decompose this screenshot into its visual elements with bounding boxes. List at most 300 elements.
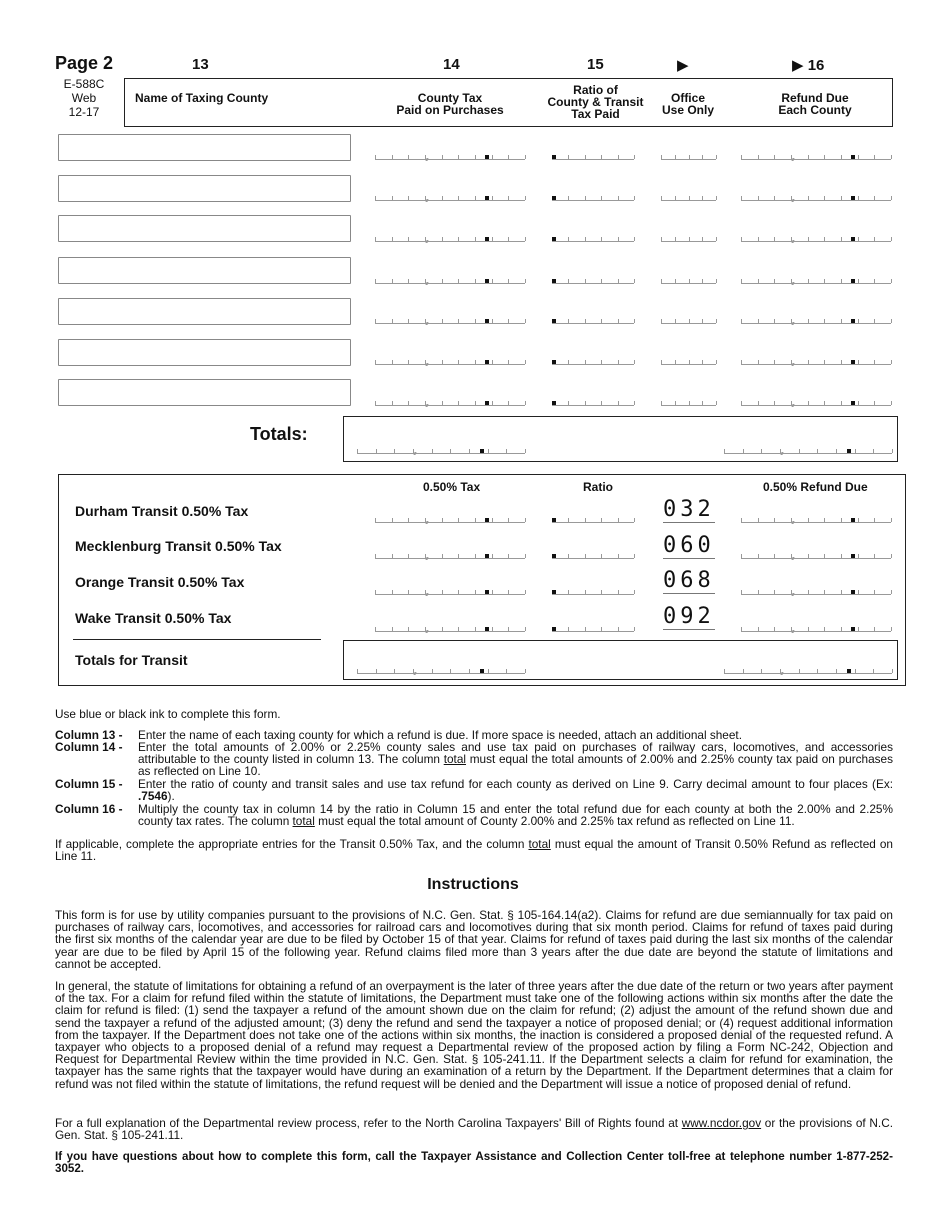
digit-tick [808, 237, 809, 241]
digit-tick [492, 279, 493, 283]
digit-tick [458, 627, 459, 631]
digit-tick [689, 319, 690, 323]
digit-tick [475, 360, 476, 364]
ratio-field[interactable] [552, 152, 634, 160]
thousands-separator [425, 158, 428, 161]
refund-due-field[interactable] [741, 398, 891, 406]
digit-tick [458, 401, 459, 405]
digit-tick [450, 449, 451, 453]
transit-tax-field[interactable] [375, 587, 525, 595]
digit-tick [799, 449, 800, 453]
digit-tick [891, 155, 892, 159]
header-office-line1: Office [670, 91, 705, 105]
county-name-field[interactable] [58, 134, 351, 161]
decimal-point [485, 554, 489, 558]
office-use-field [661, 193, 716, 201]
digit-tick [601, 155, 602, 159]
digit-tick [841, 319, 842, 323]
digit-tick [408, 196, 409, 200]
transit-refund-field[interactable] [741, 587, 891, 595]
digit-tick [568, 518, 569, 522]
digit-tick [716, 401, 717, 405]
county-tax-field[interactable] [375, 316, 525, 324]
decimal-point [851, 237, 855, 241]
county-name-field[interactable] [58, 257, 351, 284]
digit-tick [375, 237, 376, 241]
county-name-field[interactable] [58, 298, 351, 325]
digit-tick [585, 155, 586, 159]
applicable-part1: If applicable, complete the appropriate entries for the Transit 0.50% Tax, and the column [55, 837, 529, 851]
header-ratio-line3: Tax Paid [571, 107, 620, 121]
transit-applicable-note [55, 838, 893, 862]
digit-tick [741, 401, 742, 405]
digit-tick [375, 590, 376, 594]
digit-tick [408, 279, 409, 283]
digit-tick [408, 237, 409, 241]
digit-tick [394, 449, 395, 453]
digit-tick [634, 627, 635, 631]
digit-tick [858, 590, 859, 594]
decimal-point [552, 360, 556, 364]
digit-tick [675, 401, 676, 405]
digit-tick [702, 237, 703, 241]
instructions-paragraph-2: In general, the statute of limitations for obtaining a refund of an overpayment is the later of three years after the due date of the return or two years after payment of the tax. For a claim for refund filed within the statute of limitations, the Department must take one of the following actions within six months after the date the claim for refund is filed: (1) send the taxpayer a refund of the amount shown due on the claim for refund; (2) adjust the amount of the refund shown due and send the taxpayer a refund of the adjusted amount; (3) deny the refund and send the taxpayer a notice of proposed denial; or (4) request additional information from the taxpayer. If the Department does not take one of the actions within six months, the inaction is considered a proposed denial of the requested refund. A taxpayer who objects to a proposed denial of a refund may request a Departmental review of the proposed action by filing a Form NC-242, Objection and Request for Departmental Review within the time provided in N.C. Gen. Stat. § 105-241.11. If the Department selects a claim for refund for examination, the taxpayer has the same rights that the taxpayer would have during an examination of a return by the Department. If the Department determines that a claim for refund was not filed within the statute of limitations, the refund request will be denied and the Department will issue a notice of proposed denial of refund. [55, 979, 893, 1091]
thousands-separator [791, 404, 794, 407]
header-refund-line2: Each County [778, 103, 852, 117]
decimal-point [851, 319, 855, 323]
form-id [60, 77, 108, 119]
digit-tick [689, 155, 690, 159]
digit-tick [442, 590, 443, 594]
county-tax-field[interactable] [375, 234, 525, 242]
county-name-field[interactable] [58, 215, 351, 242]
digit-tick [891, 360, 892, 364]
digit-tick [836, 669, 837, 673]
refund-due-field[interactable] [741, 316, 891, 324]
digit-tick [568, 279, 569, 283]
applicable-underline: total [528, 837, 551, 851]
thousands-separator [791, 240, 794, 243]
header-office-use [655, 92, 721, 116]
digit-tick [585, 518, 586, 522]
digit-tick [392, 279, 393, 283]
county-tax-field[interactable] [375, 398, 525, 406]
total-county-tax-field[interactable] [357, 446, 525, 454]
decimal-point [552, 196, 556, 200]
digit-tick [469, 449, 470, 453]
digit-tick [761, 449, 762, 453]
decimal-point [552, 155, 556, 159]
digit-tick [758, 360, 759, 364]
transit-total-refund-field[interactable] [724, 666, 892, 674]
thousands-separator [425, 404, 428, 407]
decimal-point [851, 627, 855, 631]
decimal-point [485, 319, 489, 323]
digit-tick [392, 237, 393, 241]
digit-tick [675, 360, 676, 364]
digit-tick [568, 401, 569, 405]
decimal-point [552, 401, 556, 405]
digit-tick [442, 554, 443, 558]
header-name-of-taxing-county: Name of Taxing County [135, 91, 269, 105]
county-name-field[interactable] [58, 339, 351, 366]
digit-tick [661, 196, 662, 200]
digit-tick [634, 319, 635, 323]
decimal-point [851, 155, 855, 159]
column-16-note-part2: must equal the total amount of County 2.00% and 2.25% tax refund as reflected on Line 11. [314, 814, 795, 829]
digit-tick [525, 669, 526, 673]
digit-tick [841, 360, 842, 364]
digit-tick [392, 196, 393, 200]
digit-tick [689, 196, 690, 200]
total-refund-due-field[interactable] [724, 446, 892, 454]
digit-tick [601, 360, 602, 364]
digit-tick [442, 279, 443, 283]
transit-refund-field[interactable] [741, 551, 891, 559]
digit-tick [585, 401, 586, 405]
refund-due-field[interactable] [741, 193, 891, 201]
transit-total-tax-field[interactable] [357, 666, 525, 674]
digit-tick [525, 590, 526, 594]
digit-tick [716, 237, 717, 241]
decimal-point [485, 279, 489, 283]
decimal-point [851, 590, 855, 594]
digit-tick [716, 319, 717, 323]
digit-tick [758, 279, 759, 283]
transit-orange-label: Orange Transit 0.50% Tax [75, 574, 245, 590]
page-label: Page 2 [55, 53, 114, 73]
ncdor-link[interactable]: www.ncdor.gov [681, 1116, 762, 1130]
instructions-paragraph-1: This form is for use by utility companies pursuant to the provisions of N.C. Gen. Stat. § 105-164.14(a2). Claims for refund are due semiannually for tax paid on purchases of railway cars, locomotives, and accessories for railroad cars and locomotives during that six month period. Claims for refund of taxes paid during the first six months of the calendar year are due to be filed by October 15 of that year. Claims for refund of taxes paid during the last six months of the calendar year are due to be filed by April 15 of the following year. Refund claims filed more than 3 years after the due date are beyond the statute of limitations and cannot be accepted. [55, 908, 893, 971]
thousands-separator [425, 282, 428, 285]
digit-tick [858, 627, 859, 631]
transit-tax-field[interactable] [375, 624, 525, 632]
digit-tick [702, 196, 703, 200]
header-county-tax [385, 92, 515, 116]
county-tax-field[interactable] [375, 152, 525, 160]
digit-tick [568, 155, 569, 159]
digit-tick [525, 279, 526, 283]
digit-tick [508, 319, 509, 323]
digit-tick [450, 669, 451, 673]
decimal-point [480, 449, 484, 453]
digit-tick [618, 196, 619, 200]
column-14-note-underline: total [443, 752, 467, 767]
refund-due-field[interactable] [741, 276, 891, 284]
refund-due-field[interactable] [741, 234, 891, 242]
digit-tick [892, 449, 893, 453]
column-14-note-key: Column 14 - [55, 740, 123, 754]
column-16-note-underline: total [292, 814, 315, 829]
digit-tick [741, 155, 742, 159]
digit-tick [458, 319, 459, 323]
digit-tick [661, 237, 662, 241]
column-13-note-text: Enter the name of each taxing county for which a refund is due. If more space is needed, attach an additional sheet. [138, 728, 742, 742]
header-county-tax-line1: County Tax [417, 91, 483, 105]
ratio-field[interactable] [552, 276, 634, 284]
digit-tick [808, 401, 809, 405]
transit-ratio-field[interactable] [552, 515, 634, 523]
digit-tick [808, 518, 809, 522]
digit-tick [618, 155, 619, 159]
decimal-point [485, 590, 489, 594]
digit-tick [774, 590, 775, 594]
digit-tick [702, 279, 703, 283]
digit-tick [508, 196, 509, 200]
digit-tick [774, 319, 775, 323]
digit-tick [508, 401, 509, 405]
digit-tick [375, 196, 376, 200]
transit-wake-code: 092 [663, 604, 715, 629]
digit-tick [855, 449, 856, 453]
digit-tick [392, 518, 393, 522]
thousands-separator [425, 240, 428, 243]
transit-tax-field[interactable] [375, 515, 525, 523]
column-15-note-text [138, 778, 893, 802]
ratio-field[interactable] [552, 193, 634, 201]
transit-wake-label: Wake Transit 0.50% Tax [75, 610, 232, 626]
transit-ratio-field[interactable] [552, 551, 634, 559]
digit-tick [525, 554, 526, 558]
digit-tick [774, 554, 775, 558]
ratio-field[interactable] [552, 234, 634, 242]
digit-tick [408, 554, 409, 558]
digit-tick [408, 360, 409, 364]
digit-tick [891, 518, 892, 522]
digit-tick [408, 401, 409, 405]
decimal-point [552, 627, 556, 631]
refund-due-field[interactable] [741, 152, 891, 160]
digit-tick [774, 627, 775, 631]
ratio-field[interactable] [552, 398, 634, 406]
digit-tick [824, 237, 825, 241]
digit-tick [661, 279, 662, 283]
digit-tick [408, 590, 409, 594]
decimal-point [851, 401, 855, 405]
digit-tick [508, 554, 509, 558]
digit-tick [891, 196, 892, 200]
digit-tick [841, 196, 842, 200]
digit-tick [442, 627, 443, 631]
transit-tax-field[interactable] [375, 551, 525, 559]
digit-tick [758, 401, 759, 405]
column-16-note-key: Column 16 - [55, 802, 123, 816]
digit-tick [634, 279, 635, 283]
county-name-field[interactable] [58, 175, 351, 202]
decimal-point [851, 554, 855, 558]
digit-tick [492, 196, 493, 200]
digit-tick [508, 360, 509, 364]
digit-tick [874, 155, 875, 159]
digit-tick [634, 360, 635, 364]
digit-tick [824, 319, 825, 323]
digit-tick [492, 155, 493, 159]
digit-tick [375, 319, 376, 323]
header-refund-line1: Refund Due [781, 91, 849, 105]
digit-tick [492, 401, 493, 405]
digit-tick [858, 518, 859, 522]
digit-tick [858, 196, 859, 200]
decimal-point [552, 319, 556, 323]
digit-tick [442, 360, 443, 364]
digit-tick [408, 518, 409, 522]
office-use-field [661, 276, 716, 284]
digit-tick [891, 590, 892, 594]
digit-tick [824, 590, 825, 594]
digit-tick [891, 279, 892, 283]
digit-tick [432, 449, 433, 453]
digit-tick [525, 155, 526, 159]
header-refund-due [750, 92, 880, 116]
digit-tick [458, 518, 459, 522]
form-revision: 12-17 [68, 105, 100, 119]
column-15-note-part1: Enter the ratio of county and transit sales and use tax refund for each county as derived on Line 9. Carry decimal amount to four places (Ex: [138, 777, 893, 791]
ratio-field[interactable] [552, 316, 634, 324]
thousands-separator [425, 199, 428, 202]
office-use-field [661, 316, 716, 324]
digit-tick [492, 590, 493, 594]
totals-label: Totals: [250, 424, 308, 444]
decimal-point [485, 196, 489, 200]
digit-tick [618, 627, 619, 631]
digit-tick [716, 196, 717, 200]
digit-tick [506, 669, 507, 673]
column-13-number: 13 [192, 56, 209, 73]
transit-ratio-field[interactable] [552, 587, 634, 595]
column-15-number: 15 [587, 56, 604, 73]
instructions-paragraph-3 [55, 1117, 893, 1141]
digit-tick [841, 554, 842, 558]
digit-tick [508, 155, 509, 159]
digit-tick [475, 554, 476, 558]
decimal-point [485, 237, 489, 241]
digit-tick [824, 279, 825, 283]
digit-tick [432, 669, 433, 673]
digit-tick [392, 360, 393, 364]
digit-tick [442, 237, 443, 241]
digit-tick [508, 518, 509, 522]
digit-tick [761, 669, 762, 673]
transit-mecklenburg-label: Mecklenburg Transit 0.50% Tax [75, 538, 282, 554]
digit-tick [601, 627, 602, 631]
digit-tick [702, 360, 703, 364]
column-16-note-text [138, 803, 893, 827]
digit-tick [568, 237, 569, 241]
digit-tick [525, 401, 526, 405]
digit-tick [508, 627, 509, 631]
contact-note: If you have questions about how to complete this form, call the Taxpayer Assistance and Collection Center toll-free at telephone number 1-877-252-3052. [55, 1150, 893, 1176]
decimal-point [851, 360, 855, 364]
column-15-note-key: Column 15 - [55, 777, 123, 791]
digit-tick [874, 518, 875, 522]
digit-tick [475, 518, 476, 522]
digit-tick [392, 590, 393, 594]
column-14-note-part1: Enter the total amounts of 2.00% or 2.25% county sales and use tax paid on purchases of railway cars, locomotives, and accessories attributable to the county listed in column 13. The column [138, 740, 893, 767]
digit-tick [475, 279, 476, 283]
transit-refund-field[interactable] [741, 624, 891, 632]
form-web: Web [71, 91, 97, 105]
digit-tick [841, 590, 842, 594]
digit-tick [741, 319, 742, 323]
thousands-separator [791, 322, 794, 325]
decimal-point [480, 669, 484, 673]
digit-tick [568, 360, 569, 364]
digit-tick [774, 196, 775, 200]
county-tax-field[interactable] [375, 193, 525, 201]
digit-tick [741, 279, 742, 283]
refund-due-field[interactable] [741, 357, 891, 365]
column-13-note-key: Column 13 - [55, 728, 123, 742]
ratio-field[interactable] [552, 357, 634, 365]
digit-tick [892, 669, 893, 673]
county-tax-field[interactable] [375, 276, 525, 284]
digit-tick [375, 554, 376, 558]
digit-tick [874, 627, 875, 631]
digit-tick [743, 669, 744, 673]
digit-tick [758, 196, 759, 200]
paragraph-3-part2: or the provisions of N.C. Gen. Stat. § 105-241.11. [55, 1116, 893, 1143]
digit-tick [774, 401, 775, 405]
digit-tick [808, 590, 809, 594]
digit-tick [824, 155, 825, 159]
digit-tick [585, 196, 586, 200]
county-tax-field[interactable] [375, 357, 525, 365]
header-office-line2: Use Only [661, 103, 715, 117]
decimal-point [552, 590, 556, 594]
digit-tick [508, 590, 509, 594]
transit-ratio-field[interactable] [552, 624, 634, 632]
digit-tick [375, 518, 376, 522]
digit-tick [661, 360, 662, 364]
decimal-point [851, 518, 855, 522]
digit-tick [375, 627, 376, 631]
decimal-point [552, 279, 556, 283]
digit-tick [568, 627, 569, 631]
paragraph-3-part1: For a full explanation of the Departmental review process, refer to the North Carolina Taxpayers' Bill of Rights found at [55, 1116, 682, 1130]
digit-tick [758, 237, 759, 241]
digit-tick [858, 237, 859, 241]
digit-tick [392, 401, 393, 405]
digit-tick [458, 279, 459, 283]
digit-tick [618, 554, 619, 558]
digit-tick [392, 554, 393, 558]
digit-tick [661, 155, 662, 159]
digit-tick [568, 590, 569, 594]
column-15-note-example: .7546 [138, 789, 168, 804]
digit-tick [824, 518, 825, 522]
county-name-field[interactable] [58, 379, 351, 406]
digit-tick [824, 196, 825, 200]
transit-refund-field[interactable] [741, 515, 891, 523]
digit-tick [808, 196, 809, 200]
header-transit-ratio: Ratio [583, 480, 613, 494]
digit-tick [774, 155, 775, 159]
header-ratio [538, 84, 653, 120]
thousands-separator [791, 363, 794, 366]
header-ratio-line2: County & Transit [547, 95, 644, 109]
digit-tick [675, 155, 676, 159]
digit-tick [601, 279, 602, 283]
form-number: E-588C [63, 77, 105, 91]
digit-tick [618, 518, 619, 522]
digit-tick [585, 360, 586, 364]
digit-tick [741, 554, 742, 558]
digit-tick [525, 319, 526, 323]
digit-tick [874, 590, 875, 594]
digit-tick [442, 196, 443, 200]
digit-tick [817, 449, 818, 453]
digit-tick [375, 155, 376, 159]
